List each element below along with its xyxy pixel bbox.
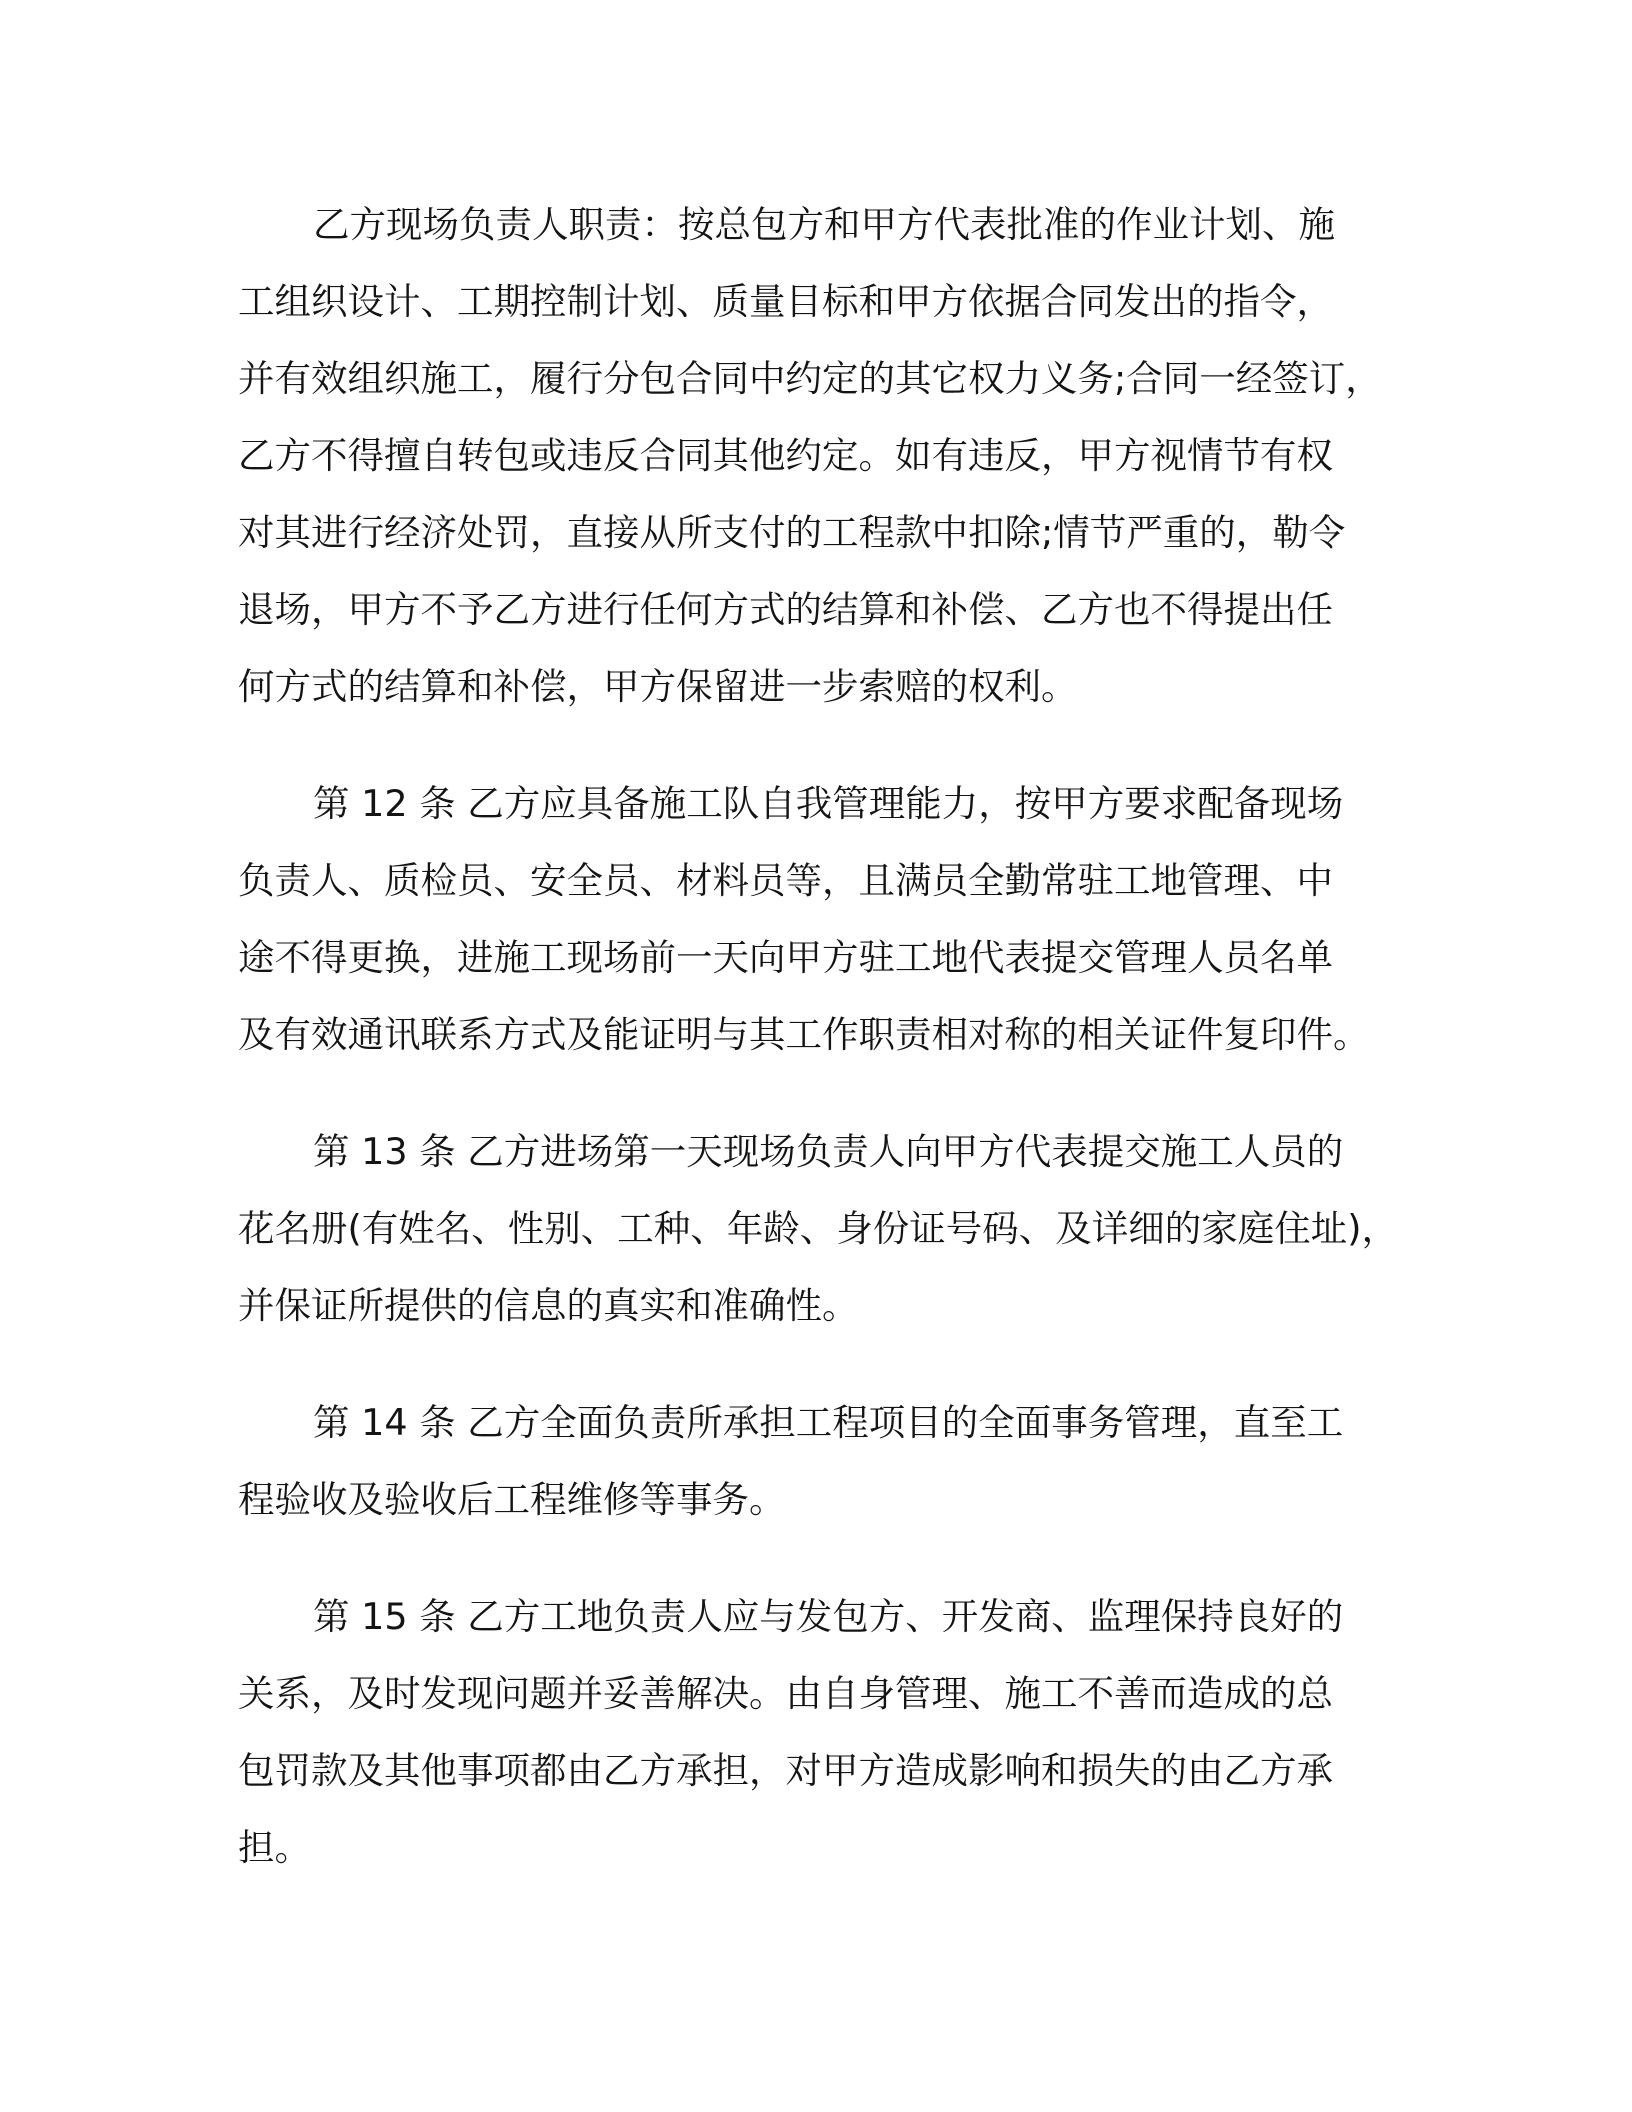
- article-12: [238, 765, 1418, 1073]
- paragraph-line: 乙方现场负责人职责：按总包方和甲方代表批准的作业计划、施: [313, 203, 1335, 246]
- article-15: [238, 1578, 1418, 1886]
- paragraph-line: 花名册(有姓名、性别、工种、年龄、身份证号码、及详细的家庭住址)，: [238, 1207, 1398, 1250]
- document-body: [238, 186, 1418, 1926]
- paragraph-line: 对其进行经济处罚，直接从所支付的工程款中扣除;情节严重的，勒令: [238, 511, 1346, 554]
- paragraph-line: 乙方不得擅自转包或违反合同其他约定。如有违反，甲方视情节有权: [238, 434, 1333, 477]
- paragraph-line: 第 14 条 乙方全面负责所承担工程项目的全面事务管理，直至工: [313, 1401, 1344, 1444]
- paragraph-line: 及有效通讯联系方式及能证明与其工作职责相对称的相关证件复印件。: [238, 1013, 1370, 1056]
- paragraph-line: 第 13 条 乙方进场第一天现场负责人向甲方代表提交施工人员的: [313, 1130, 1344, 1173]
- article-14: [238, 1384, 1418, 1538]
- paragraph-line: 退场，甲方不予乙方进行任何方式的结算和补偿、乙方也不得提出任: [238, 588, 1333, 631]
- paragraph-line: 并有效组织施工，履行分包合同中约定的其它权力义务;合同一经签订，: [238, 357, 1382, 400]
- paragraph-line: 包罚款及其他事项都由乙方承担，对甲方造成影响和损失的由乙方承: [238, 1749, 1333, 1792]
- paragraph-line: 关系，及时发现问题并妥善解决。由自身管理、施工不善而造成的总: [238, 1672, 1333, 1715]
- paragraph-line: 途不得更换，进施工现场前一天向甲方驻工地代表提交管理人员名单: [238, 936, 1333, 979]
- paragraph-line: 担。: [238, 1826, 311, 1869]
- paragraph-line: 工组织设计、工期控制计划、质量目标和甲方依据合同发出的指令，: [238, 280, 1333, 323]
- paragraph-line: 第 12 条 乙方应具备施工队自我管理能力，按甲方要求配备现场: [313, 782, 1344, 825]
- paragraph-line: 并保证所提供的信息的真实和准确性。: [238, 1284, 859, 1327]
- paragraph-line: 程验收及验收后工程维修等事务。: [238, 1478, 786, 1521]
- paragraph-site-manager-duties: [238, 186, 1418, 725]
- paragraph-line: 负责人、质检员、安全员、材料员等，且满员全勤常驻工地管理、中: [238, 859, 1333, 902]
- article-13: [238, 1113, 1418, 1344]
- paragraph-line: 何方式的结算和补偿，甲方保留进一步索赔的权利。: [238, 665, 1078, 708]
- paragraph-line: 第 15 条 乙方工地负责人应与发包方、开发商、监理保持良好的: [313, 1595, 1344, 1638]
